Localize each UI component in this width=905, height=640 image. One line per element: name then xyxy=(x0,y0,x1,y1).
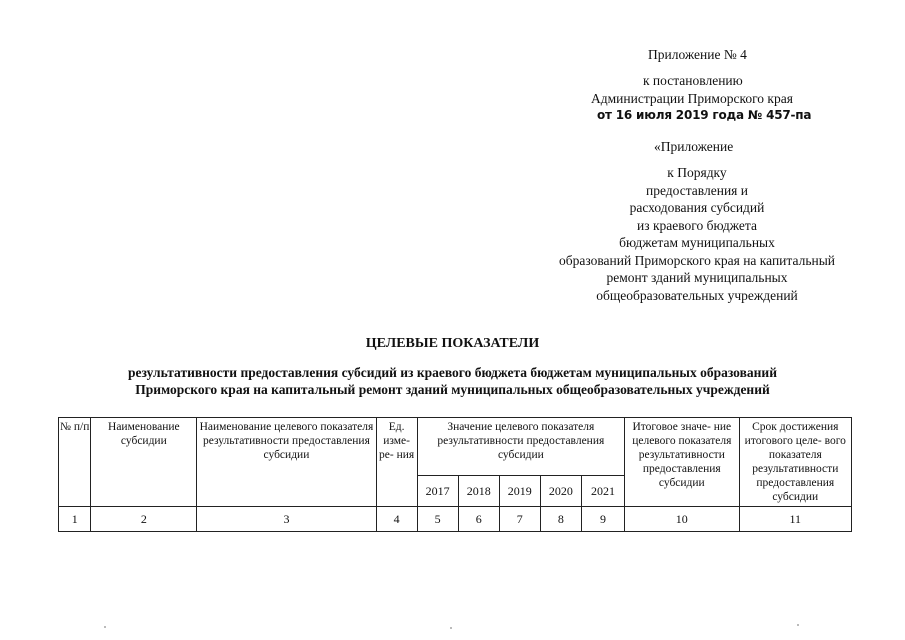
column-number-cell: 10 xyxy=(625,507,740,532)
sub-appendix-line: общеобразовательных учреждений xyxy=(596,287,798,303)
header-deadline: Срок достижения итогового целе- вого показателя результативности предоставления субсидии xyxy=(739,418,851,507)
sub-appendix-line: к Порядку xyxy=(667,165,727,180)
header-final-value: Итоговое значе- ние целевого показателя результативности предоставления субсидии xyxy=(625,418,740,507)
header-line-decree: к постановлению xyxy=(643,73,743,88)
target-indicators-table xyxy=(58,417,852,532)
column-number-cell: 2 xyxy=(91,507,197,532)
year-cell: 2021 xyxy=(581,476,624,507)
column-number-cell: 11 xyxy=(739,507,851,532)
scan-speck xyxy=(797,624,799,626)
sub-appendix-line: бюджетам муниципальных xyxy=(619,235,775,250)
scan-speck xyxy=(450,627,452,629)
year-cell: 2020 xyxy=(540,476,581,507)
decree-date-number: от 16 июля 2019 года № 457-па xyxy=(597,108,812,122)
subtitle-line: результативности предоставления субсидий из краевого бюджета бюджетам муниципальных образований xyxy=(128,365,777,380)
column-number-cell: 4 xyxy=(376,507,417,532)
header-line-administration: Администрации Приморского края xyxy=(591,91,793,106)
sub-appendix-lines xyxy=(538,164,856,304)
year-cell: 2017 xyxy=(417,476,458,507)
sub-appendix-line: образований Приморского края на капитальный xyxy=(559,252,835,268)
header-value-group: Значение целевого показателя результативности предоставления субсидии xyxy=(417,418,624,476)
year-cell: 2019 xyxy=(499,476,540,507)
document-subtitle xyxy=(0,364,905,398)
sub-appendix-line: предоставления и xyxy=(646,182,748,198)
header-num: № п/п xyxy=(59,418,91,507)
column-number-cell: 7 xyxy=(499,507,540,532)
sub-appendix-line: ремонт зданий муниципальных xyxy=(606,270,788,285)
table-header-row xyxy=(59,418,852,476)
header-unit: Ед. изме- ре- ния xyxy=(376,418,417,507)
header-subsidy: Наименование субсидии xyxy=(91,418,197,507)
column-number-cell: 8 xyxy=(540,507,581,532)
sub-appendix-opening: «Приложение xyxy=(654,139,734,154)
column-number-cell: 1 xyxy=(59,507,91,532)
year-cell: 2018 xyxy=(458,476,499,507)
column-number-cell: 6 xyxy=(458,507,499,532)
column-number-cell: 5 xyxy=(417,507,458,532)
table-column-numbers-row xyxy=(59,507,852,532)
sub-appendix-line: расходования субсидий xyxy=(629,200,765,215)
header-indicator: Наименование целевого показателя результативности предоставления субсидии xyxy=(197,418,376,507)
appendix-number: Приложение № 4 xyxy=(648,47,747,62)
column-number-cell: 3 xyxy=(197,507,376,532)
subtitle-line: Приморского края на капитальный ремонт зданий муниципальных общеобразовательных учреждений xyxy=(135,382,770,397)
column-number-cell: 9 xyxy=(581,507,624,532)
sub-appendix-line: из краевого бюджета xyxy=(637,217,757,233)
document-title: ЦЕЛЕВЫЕ ПОКАЗАТЕЛИ xyxy=(365,336,540,351)
scan-speck xyxy=(104,626,106,628)
